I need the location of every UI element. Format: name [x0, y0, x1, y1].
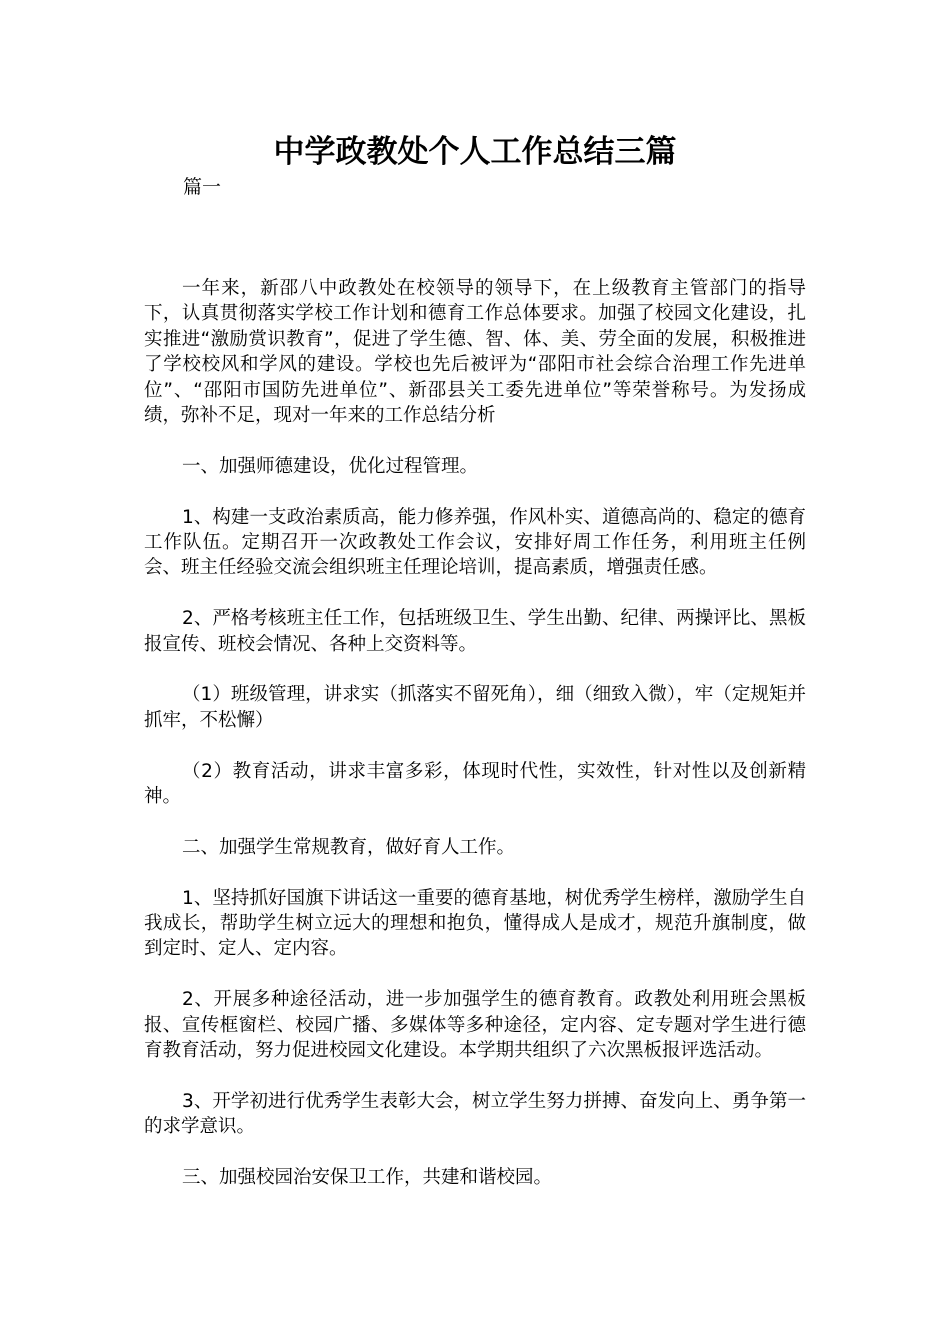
paragraph-item: 1、坚持抓好国旗下讲话这一重要的德育基地，树优秀学生榜样，激励学生自我成长，帮助学生树立远大的理想和抱负，懂得成人是成才，规范升旗制度，做到定时、定人、定内容。 — [144, 887, 806, 960]
paragraph-subitem: （1）班级管理，讲求实（抓落实不留死角），细（细致入微），牢（定规矩并抓牢，不松懈） — [144, 684, 806, 731]
document-title: 中学政教处个人工作总结三篇 — [273, 134, 677, 170]
heading-section-3: 三、加强校园治安保卫工作，共建和谐校园。 — [182, 1167, 553, 1189]
paragraph-subitem: （2）教育活动，讲求丰富多彩，体现时代性，实效性，针对性以及创新精神。 — [144, 760, 806, 808]
paragraph-intro: 一年来，新邵八中政教处在校领导的领导下，在上级教育主管部门的指导下，认真贯彻落实学校工作计划和德育工作总体要求。加强了校园文化建设，扎实推进“激励赏识教育”，促进了学生德、智、体、美、劳全面的发展，积极推进了学校校风和学风的建设。学校也先后被评为“邵阳市社会综合治理工作先进单位”、“邵阳市国防先进单位”、新邵县关工委先进单位”等荣誉称号。为发扬成绩，弥补不足，现对一年来的工作总结分析 — [144, 278, 806, 427]
document-body — [144, 276, 806, 1216]
heading-section-2: 二、加强学生常规教育，做好育人工作。 — [182, 836, 516, 858]
paragraph-item: 2、开展多种途径活动，进一步加强学生的德育教育。政教处利用班会黑板报、宣传框窗栏、校园广播、多媒体等多种途径，定内容、定专题对学生进行德育教育活动，努力促进校园文化建设。本学期共组织了六次黑板报评选活动。 — [144, 989, 806, 1062]
heading-section-1: 一、加强师德建设，优化过程管理。 — [182, 455, 479, 477]
paragraph-item: 2、严格考核班主任工作，包括班级卫生、学生出勤、纪律、两操评比、黑板报宣传、班校会情况、各种上交资料等。 — [144, 608, 806, 655]
section-label: 篇一 — [183, 176, 222, 198]
paragraph-item: 3、开学初进行优秀学生表彰大会，树立学生努力拼搏、奋发向上、勇争第一的求学意识。 — [144, 1090, 806, 1138]
paragraph-item: 1、构建一支政治素质高，能力修养强，作风朴实、道德高尚的、稳定的德育工作队伍。定期召开一次政教处工作会议，安排好周工作任务，利用班主任例会、班主任经验交流会组织班主任理论培训，提高素质，增强责任感。 — [144, 506, 806, 579]
